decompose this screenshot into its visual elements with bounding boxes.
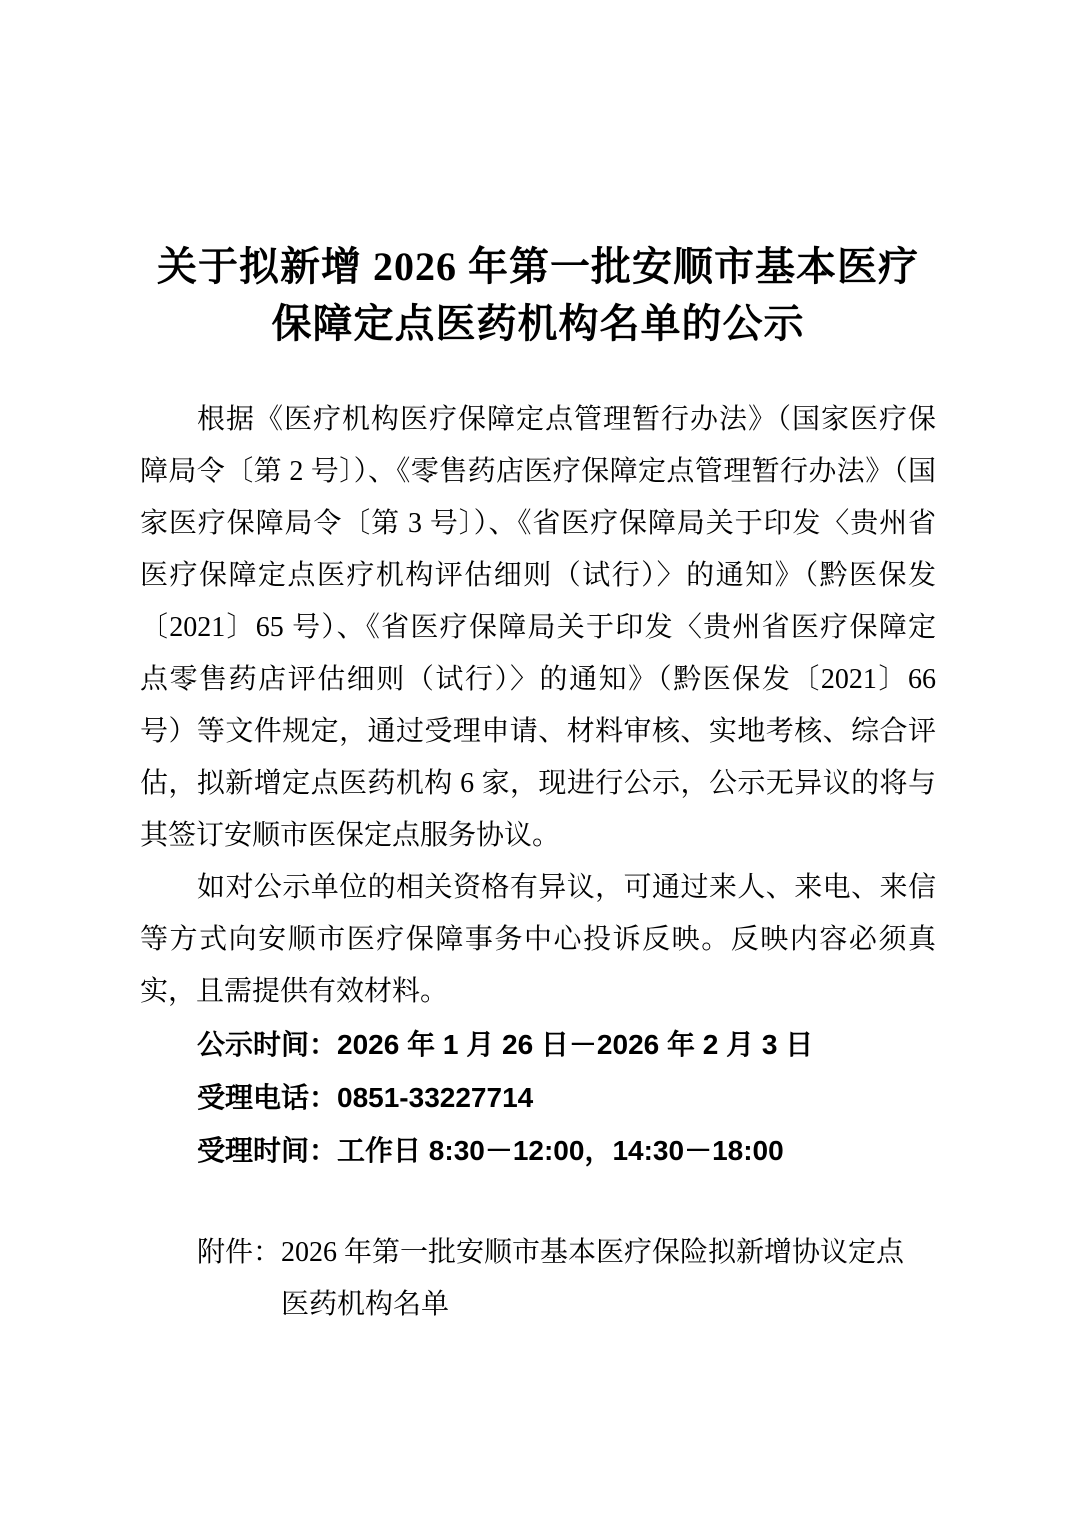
- info-line-publicity-period: [197, 1018, 936, 1071]
- hours-label: 受理时间：: [197, 1135, 338, 1166]
- document-body: [140, 394, 936, 1331]
- body-line: 家医疗保障局令〔第 3 号〕）、《省医疗保障局关于印发〈贵州省: [140, 508, 936, 539]
- title-line-2: 保障定点医药机构名单的公示: [271, 301, 805, 346]
- blank-line: [140, 1177, 936, 1227]
- body-line: 等方式向安顺市医疗保障事务中心投诉反映。反映内容必须真: [140, 924, 936, 955]
- body-line: 估，拟新增定点医药机构 6 家，现进行公示，公示无异议的将与: [140, 768, 936, 799]
- document-title: [140, 238, 936, 352]
- attachment-title-line-2: 医药机构名单: [281, 1289, 450, 1320]
- info-line-hours: [197, 1124, 936, 1177]
- body-line: 实，且需提供有效材料。: [140, 976, 449, 1007]
- publicity-period-value: 2026 年 1 月 26 日－2026 年 2 月 3 日: [337, 1029, 814, 1060]
- attachment-label: 附件：: [197, 1237, 282, 1268]
- body-line: 点零售药店评估细则（试行）〉的通知》（黔医保发〔2021〕66: [140, 664, 936, 695]
- hours-value: 工作日 8:30－12:00，14:30－18:00: [337, 1135, 784, 1166]
- attachment-title: [281, 1227, 904, 1331]
- publicity-period-label: 公示时间：: [197, 1029, 338, 1060]
- paragraph-legal-basis: [140, 394, 936, 862]
- attachment-title-line-1: 2026 年第一批安顺市基本医疗保险拟新增协议定点: [281, 1237, 905, 1268]
- body-line: 根据《医疗机构医疗保障定点管理暂行办法》（国家医疗保: [197, 404, 936, 435]
- title-line-1: 关于拟新增 2026 年第一批安顺市基本医疗: [157, 244, 919, 289]
- body-line: 号）等文件规定，通过受理申请、材料审核、实地考核、综合评: [140, 716, 936, 747]
- info-line-phone: [197, 1071, 936, 1124]
- phone-value: 0851-33227714: [337, 1082, 534, 1113]
- attachment-block: [197, 1227, 936, 1331]
- body-line: 〔2021〕65 号）、《省医疗保障局关于印发〈贵州省医疗保障定: [140, 612, 936, 643]
- document-content: [140, 0, 936, 1331]
- paragraph-objection-channel: [140, 862, 936, 1018]
- body-line: 医疗保障定点医疗机构评估细则（试行）〉的通知》（黔医保发: [140, 560, 936, 591]
- body-line: 如对公示单位的相关资格有异议，可通过来人、来电、来信: [197, 872, 936, 903]
- body-line: 障局令〔第 2 号〕）、《零售药店医疗保障定点管理暂行办法》（国: [140, 456, 936, 487]
- phone-label: 受理电话：: [197, 1082, 338, 1113]
- body-line: 其签订安顺市医保定点服务协议。: [140, 820, 561, 851]
